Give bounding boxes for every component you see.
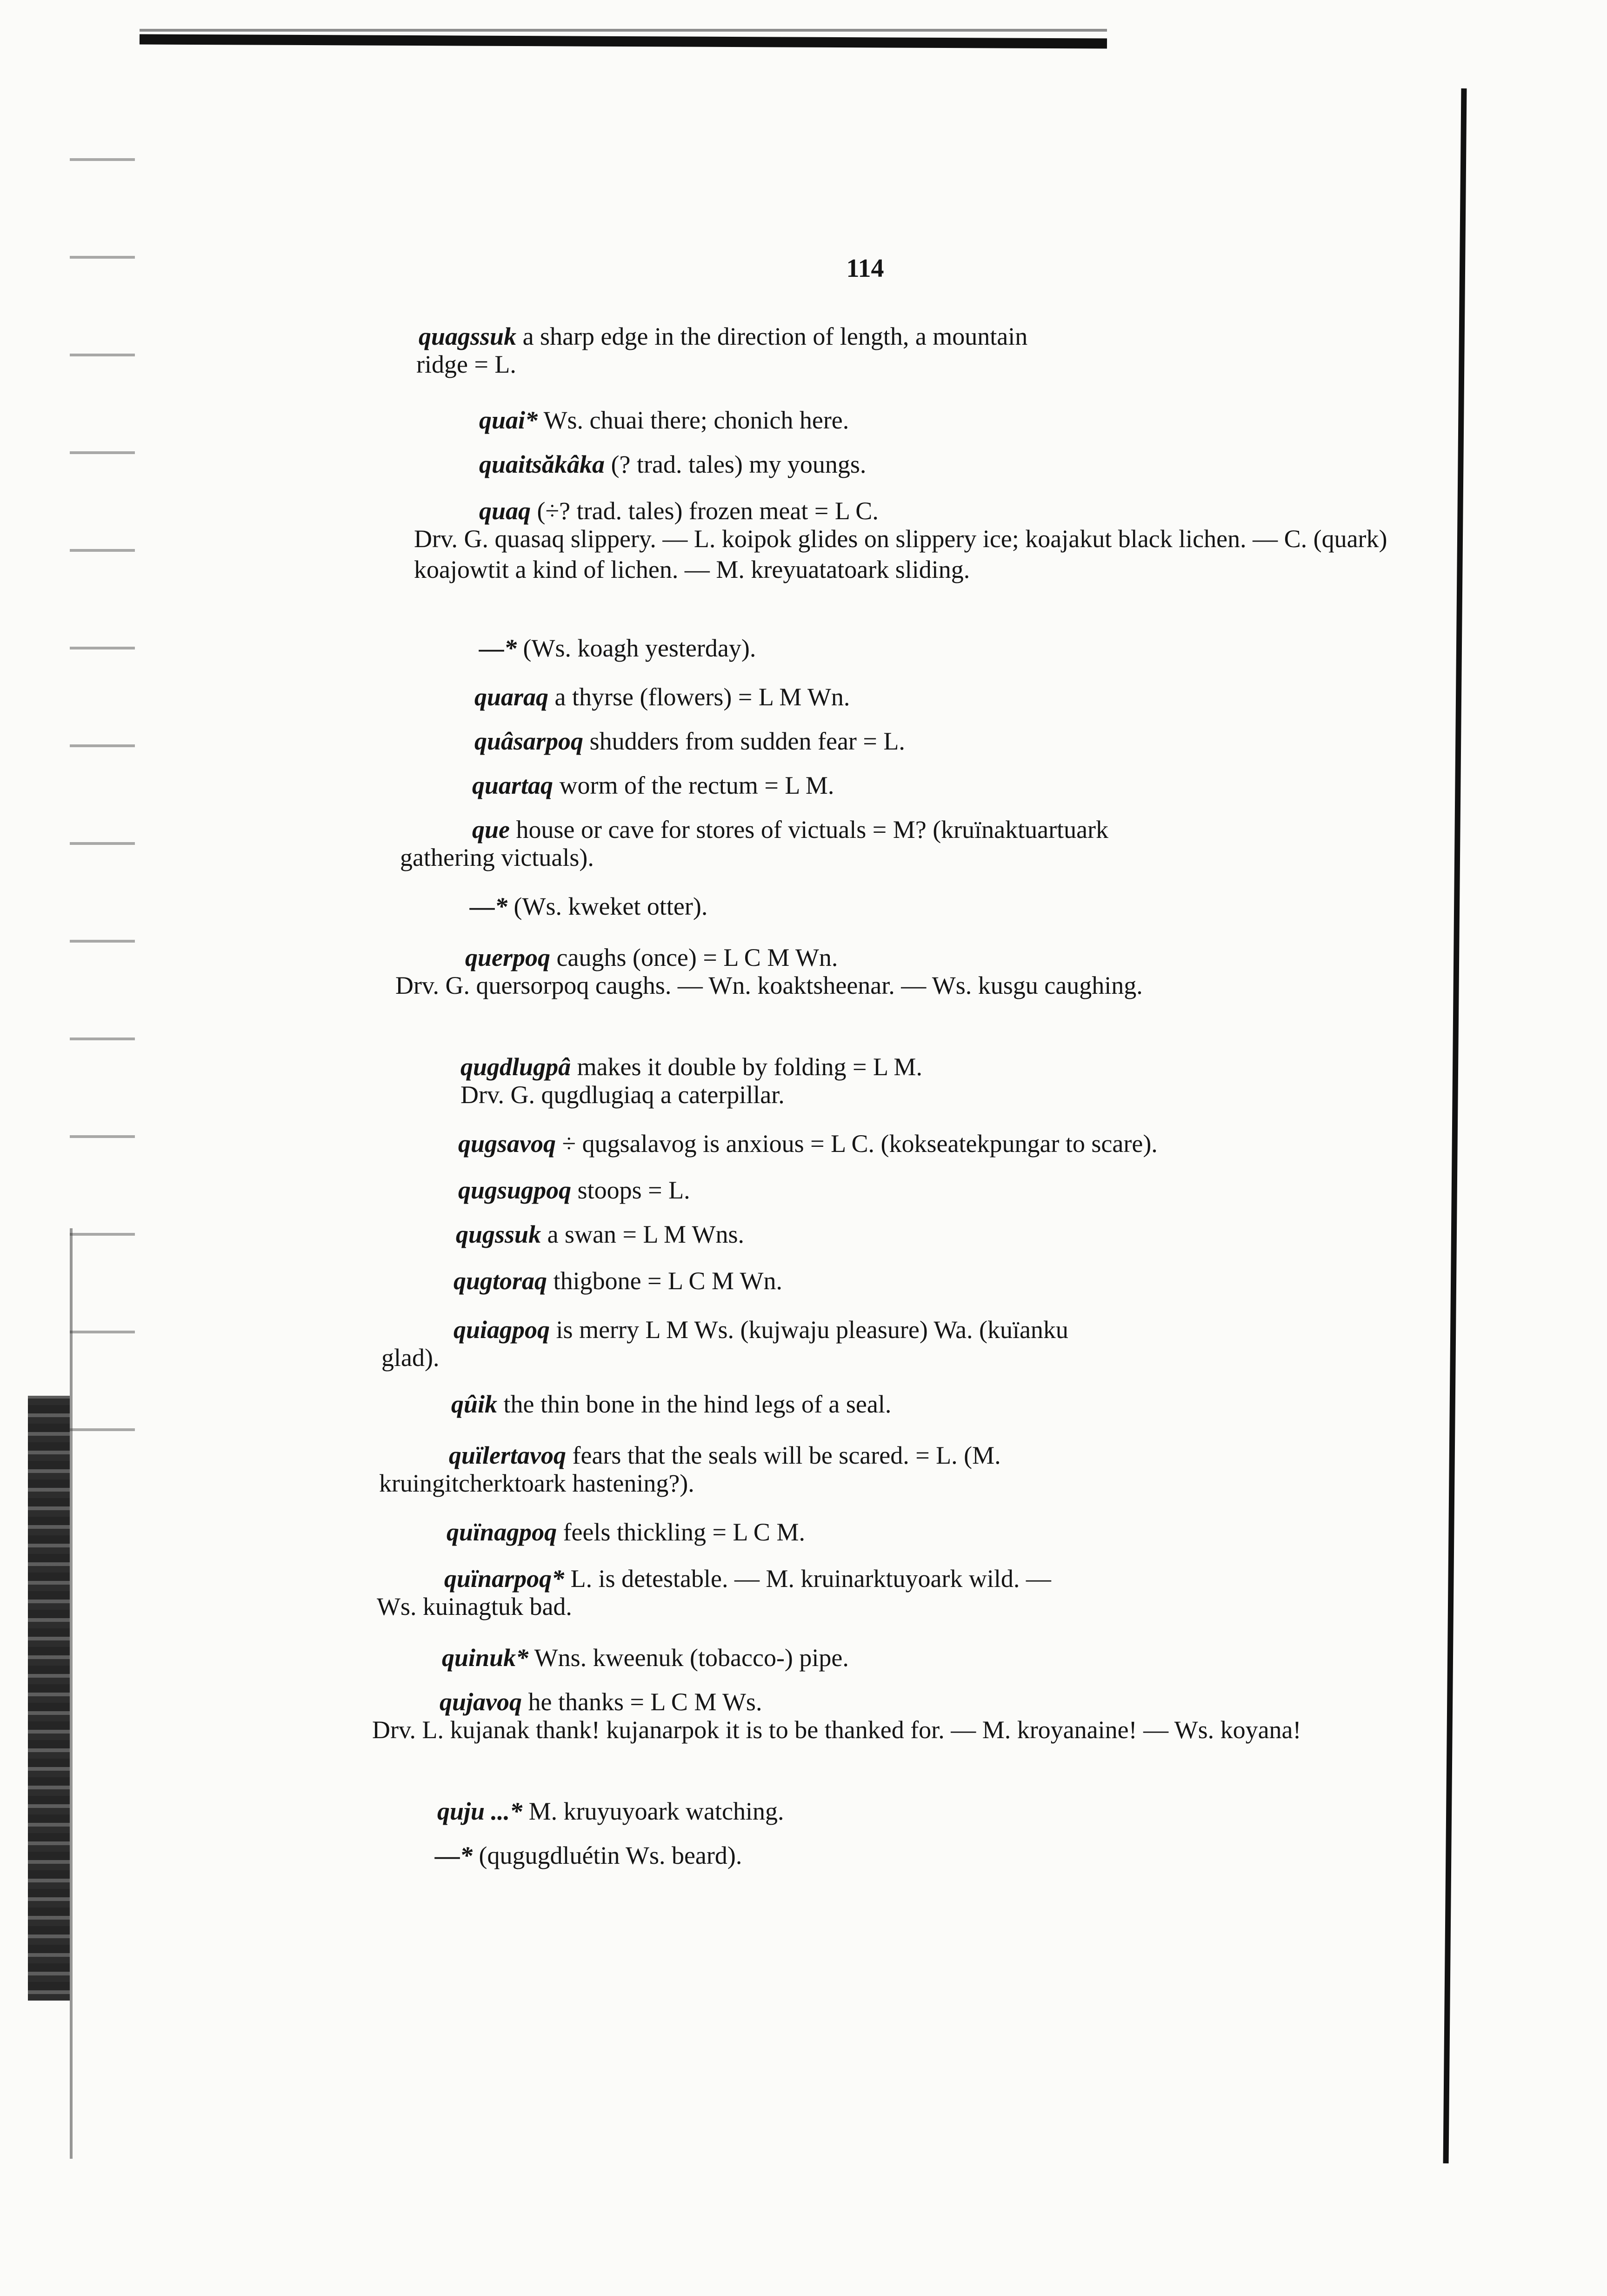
entry-quaraq	[474, 682, 1433, 712]
entry-querpoq-derived	[395, 970, 1428, 1001]
headword: quagssuk	[419, 322, 517, 350]
headword: quju ...*	[437, 1797, 523, 1825]
definition: feels thickling = L C M.	[563, 1518, 805, 1546]
entry-qugsavoq	[458, 1128, 1458, 1159]
entry-qujavoq	[440, 1687, 1398, 1717]
entry-quaitsakaka	[479, 449, 1437, 480]
headword: quai*	[479, 406, 538, 434]
headword: qugsavoq	[458, 1130, 556, 1158]
headword: —*	[435, 1841, 473, 1869]
entry-qugtoraq	[453, 1265, 1412, 1296]
entry-quinuk	[442, 1642, 1400, 1673]
entry-qugdlugpa	[460, 1051, 1419, 1082]
definition: fears that the seals will be scared. = L. (M.	[572, 1441, 1001, 1469]
definition: a sharp edge in the direction of length, a mountain	[522, 322, 1028, 350]
definition-cont: kruingitcherktoark hastening?).	[379, 1469, 694, 1497]
entry-quilertavoq-cont	[379, 1468, 1337, 1499]
entry-quinagpoq	[447, 1517, 1405, 1547]
definition: a swan = L M Wns.	[547, 1220, 744, 1248]
headword: quartaq	[472, 771, 553, 799]
entry-quilertavoq	[449, 1440, 1444, 1471]
definition: worm of the rectum = L M.	[559, 771, 834, 799]
definition: house or cave for stores of victuals = M? (kruïnaktuartuark	[516, 816, 1109, 843]
headword: quïnarpoq*	[444, 1565, 565, 1593]
definition: (? trad. tales) my youngs.	[611, 450, 867, 478]
page-number: 114	[846, 254, 884, 283]
entry-quartaq	[472, 770, 1430, 801]
definition: ÷ qugsalavog is anxious = L C. (kokseatekpungar to scare).	[562, 1130, 1158, 1158]
headword: qujavoq	[440, 1688, 522, 1716]
headword: quaitsăkâka	[479, 450, 605, 478]
entry-quaq	[479, 495, 1437, 526]
entry-dash-koagh	[479, 633, 1437, 663]
definition: makes it double by folding = L M.	[577, 1053, 922, 1081]
entry-qujavoq-derived	[372, 1714, 1423, 1745]
entry-quasarpoq	[474, 726, 1433, 756]
entry-quiagpoq-cont	[381, 1342, 1340, 1373]
definition: (Ws. kweket otter).	[513, 892, 708, 920]
headword: qugsugpoq	[458, 1176, 572, 1204]
definition: (Ws. koagh yesterday).	[523, 634, 756, 662]
headword: —*	[479, 634, 517, 662]
headword: querpoq	[465, 944, 551, 971]
definition: he thanks = L C M Ws.	[528, 1688, 762, 1716]
definition-cont: Ws. kuinagtuk bad.	[377, 1593, 572, 1620]
entry-quiagpoq	[453, 1314, 1444, 1345]
entry-dash-kweket	[470, 891, 1428, 922]
entry-qugssuk	[456, 1219, 1414, 1250]
entry-quik	[451, 1389, 1409, 1419]
headword: que	[472, 816, 510, 843]
derived-forms: Drv. G. qugdlugiaq a caterpillar.	[460, 1081, 785, 1109]
headword: qugssuk	[456, 1220, 541, 1248]
definition: (qugugdluétin Ws. beard).	[479, 1841, 742, 1869]
headword: quïlertavoq	[449, 1441, 566, 1469]
derived-forms: Drv. G. quersorpoq caughs. — Wn. koaktsheenar. — Ws. kusgu caughing.	[395, 971, 1143, 999]
definition: a thyrse (flowers) = L M Wn.	[554, 683, 850, 711]
definition: Ws. chuai there; chonich here.	[543, 406, 849, 434]
definition-cont: glad).	[381, 1344, 440, 1372]
entry-quagssuk	[419, 321, 1377, 352]
definition: Wns. kweenuk (tobacco-) pipe.	[534, 1644, 849, 1672]
headword: quâsarpoq	[474, 727, 584, 755]
entry-quagssuk-cont	[416, 349, 1374, 380]
definition: the thin bone in the hind legs of a seal.	[503, 1390, 892, 1418]
headword: quaq	[479, 497, 531, 525]
definition: M. kruyuyoark watching.	[528, 1797, 784, 1825]
definition: thigbone = L C M Wn.	[553, 1267, 782, 1295]
definition: is merry L M Ws. (kujwaju pleasure) Wa. (kuïanku	[556, 1316, 1068, 1344]
entry-qugdlugpa-derived	[460, 1079, 1419, 1110]
entry-quai	[479, 405, 1437, 435]
definition: shudders from sudden fear = L.	[589, 727, 905, 755]
headword: quiagpoq	[453, 1316, 550, 1344]
entry-qugsugpoq	[458, 1175, 1416, 1205]
definition-cont: gathering victuals).	[400, 843, 594, 871]
headword: qûik	[451, 1390, 498, 1418]
derived-forms: Drv. G. quasaq slippery. — L. koipok glides on slippery ice; koajakut black lichen. — C. (quark) koajowtit a kind of lichen. — M. kreyuatatoark sliding.	[414, 525, 1387, 583]
entry-que	[472, 814, 1444, 845]
headword: quinuk*	[442, 1644, 529, 1672]
headword: qugdlugpâ	[460, 1053, 571, 1081]
entry-que-cont	[400, 842, 1358, 873]
headword: qugtoraq	[453, 1267, 547, 1295]
headword: —*	[470, 892, 507, 920]
derived-forms: Drv. L. kujanak thank! kujanarpok it is to be thanked for. — M. kroyanaine! — Ws. koyana!	[372, 1716, 1301, 1744]
entry-quinarpoq-cont	[377, 1591, 1335, 1622]
definition: (÷? trad. tales) frozen meat = L C.	[537, 497, 879, 525]
entry-quaq-derived	[414, 523, 1428, 585]
headword: quaraq	[474, 683, 549, 711]
entry-quju	[437, 1796, 1395, 1827]
definition: caughs (once) = L C M Wn.	[556, 944, 838, 971]
headword: quïnagpoq	[447, 1518, 557, 1546]
entry-dash-beard	[435, 1840, 1393, 1871]
definition-cont: ridge = L.	[416, 350, 516, 378]
entry-quinarpoq	[444, 1563, 1444, 1594]
entry-querpoq	[465, 942, 1423, 973]
definition: stoops = L.	[577, 1176, 690, 1204]
definition: L. is detestable. — M. kruinarktuyoark wild. —	[570, 1565, 1051, 1593]
